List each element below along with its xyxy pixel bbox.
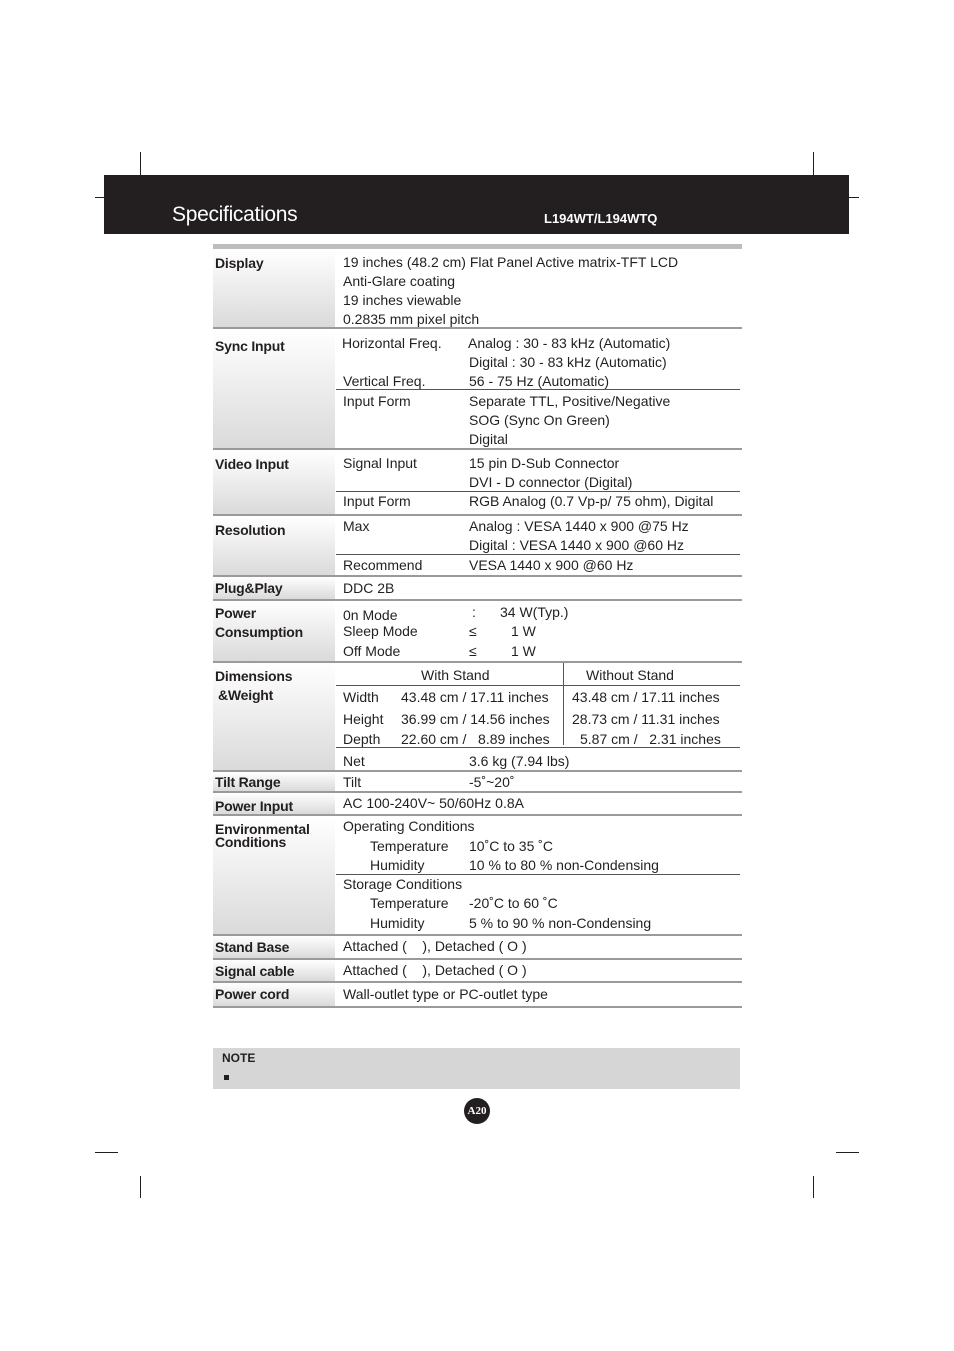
spec-row-video-input xyxy=(213,450,742,514)
spec-value: Separate TTL, Positive/Negative xyxy=(469,393,671,409)
spec-value: 43.48 cm / 17.11 inches xyxy=(401,689,549,705)
spec-row-sync-input xyxy=(213,329,742,448)
spec-row-power-cord xyxy=(213,983,742,1006)
spec-value: Analog : VESA 1440 x 900 @75 Hz xyxy=(469,518,689,534)
spec-label: Power xyxy=(215,605,257,621)
spec-sublabel: Max xyxy=(343,518,370,534)
sub-divider xyxy=(336,685,740,686)
spec-value: 36.99 cm / 14.56 inches xyxy=(401,711,550,727)
spec-label: Signal cable xyxy=(215,963,295,979)
spec-value: AC 100-240V~ 50/60Hz 0.8A xyxy=(343,795,524,811)
spec-label: Resolution xyxy=(215,522,286,538)
spec-row-power-consumption xyxy=(213,601,742,661)
spec-sublabel: Height xyxy=(343,711,384,727)
spec-value: 43.48 cm / 17.11 inches xyxy=(572,689,720,705)
spec-label: &Weight xyxy=(218,687,274,703)
spec-sublabel: Width xyxy=(343,689,379,705)
column-header: Without Stand xyxy=(586,667,674,683)
spec-value: RGB Analog (0.7 Vp-p/ 75 ohm), Digital xyxy=(469,493,714,509)
crop-mark xyxy=(813,152,814,175)
sub-divider xyxy=(336,874,740,875)
page-number: A20 xyxy=(464,1098,490,1124)
spec-symbol: ≤ xyxy=(469,643,477,659)
spec-label: Tilt Range xyxy=(215,774,281,790)
spec-label: Environmental xyxy=(215,821,310,837)
spec-value: 5 % to 90 % non-Condensing xyxy=(469,915,652,931)
spec-value: DVI - D connector (Digital) xyxy=(469,474,633,490)
spec-sublabel: 0n Mode xyxy=(343,607,398,623)
spec-label: Power cord xyxy=(215,986,290,1002)
spec-label: Video Input xyxy=(215,456,289,472)
spec-label: Plug&Play xyxy=(215,580,283,596)
crop-mark xyxy=(849,197,859,198)
spec-value: 22.60 cm / 8.89 inches xyxy=(401,731,550,747)
spec-value: 56 - 75 Hz (Automatic) xyxy=(469,373,610,389)
spec-row-resolution xyxy=(213,516,742,575)
spec-label: Power Input xyxy=(215,798,293,814)
spec-value: Digital xyxy=(469,431,508,447)
spec-label: Stand Base xyxy=(215,939,290,955)
spec-row-stand-base xyxy=(213,936,742,958)
spec-sublabel: Net xyxy=(343,753,365,769)
spec-sublabel: Humidity xyxy=(370,857,425,873)
spec-value: 1 W xyxy=(511,623,536,639)
page-title: Specifications xyxy=(172,203,298,226)
spec-sublabel: Sleep Mode xyxy=(343,623,418,639)
spec-row-power-input xyxy=(213,793,742,814)
page-header xyxy=(104,175,849,234)
spec-value: -20˚C to 60 ˚C xyxy=(469,895,558,911)
spec-sublabel: Vertical Freq. xyxy=(343,373,426,389)
spec-label: Dimensions xyxy=(215,668,293,684)
spec-sublabel: Temperature xyxy=(370,838,449,854)
spec-sublabel: Tilt xyxy=(343,774,362,790)
spec-label: Display xyxy=(215,255,264,271)
spec-row-signal-cable xyxy=(213,960,742,981)
spec-symbol: ≤ xyxy=(469,623,477,639)
spec-sublabel: Operating Conditions xyxy=(343,818,475,834)
spec-sublabel: Recommend xyxy=(343,557,423,573)
spec-value: 10 % to 80 % non-Condensing xyxy=(469,857,659,873)
spec-value: 19 inches (48.2 cm) Flat Panel Active matrix-TFT LCD xyxy=(343,254,679,270)
spec-sublabel: Humidity xyxy=(370,915,425,931)
spec-value: 10˚C to 35 ˚C xyxy=(469,838,554,854)
spec-value: Analog : 30 - 83 kHz (Automatic) xyxy=(468,335,671,351)
table-bottom-rule xyxy=(213,1006,742,1008)
spec-row-dimensions xyxy=(213,663,742,770)
model-name: L194WT/L194WTQ xyxy=(544,211,658,226)
spec-sublabel: Input Form xyxy=(343,393,411,409)
spec-value: 34 W(Typ.) xyxy=(500,604,569,620)
crop-mark xyxy=(95,197,104,198)
spec-row-environmental-conditions xyxy=(213,816,742,934)
spec-label: Sync Input xyxy=(215,338,285,354)
crop-mark xyxy=(140,1176,141,1198)
spec-sublabel: Horizontal Freq. xyxy=(342,335,442,351)
spec-value: 0.2835 mm pixel pitch xyxy=(343,311,480,327)
spec-sublabel: Signal Input xyxy=(343,455,417,471)
column-divider xyxy=(563,663,564,745)
crop-mark xyxy=(836,1152,859,1153)
sub-divider xyxy=(336,491,740,492)
spec-symbol: : xyxy=(472,604,476,620)
spec-sublabel: Depth xyxy=(343,731,381,747)
spec-value: 5.87 cm / 2.31 inches xyxy=(580,731,721,747)
spec-value: Digital : VESA 1440 x 900 @60 Hz xyxy=(469,537,684,553)
spec-value: Attached ( ), Detached ( O ) xyxy=(343,962,527,978)
spec-value: Wall-outlet type or PC-outlet type xyxy=(343,986,548,1002)
spec-label: Consumption xyxy=(215,624,304,640)
spec-value: 3.6 kg (7.94 lbs) xyxy=(469,753,570,769)
crop-mark xyxy=(95,1152,118,1153)
bullet-icon xyxy=(224,1075,229,1080)
spec-value: 19 inches viewable xyxy=(343,292,462,308)
column-header: With Stand xyxy=(421,667,490,683)
spec-value: SOG (Sync On Green) xyxy=(469,412,610,428)
spec-value: VESA 1440 x 900 @60 Hz xyxy=(469,557,634,573)
sub-divider xyxy=(336,554,740,555)
spec-sublabel: Storage Conditions xyxy=(343,876,463,892)
note-title: NOTE xyxy=(222,1051,256,1065)
spec-value: Attached ( ), Detached ( O ) xyxy=(343,938,527,954)
sub-divider xyxy=(336,389,740,390)
crop-mark xyxy=(140,152,141,175)
spec-value: DDC 2B xyxy=(343,580,395,596)
crop-mark xyxy=(813,1176,814,1198)
spec-value: 28.73 cm / 11.31 inches xyxy=(572,711,720,727)
spec-row-plug-and-play xyxy=(213,577,742,599)
spec-sublabel: Off Mode xyxy=(343,643,401,659)
spec-row-tilt-range xyxy=(213,772,742,791)
note-box xyxy=(213,1048,740,1089)
spec-sublabel: Temperature xyxy=(370,895,449,911)
spec-value: Anti-Glare coating xyxy=(343,273,456,289)
spec-value: Digital : 30 - 83 kHz (Automatic) xyxy=(469,354,667,370)
spec-row-display xyxy=(213,249,742,327)
sub-divider xyxy=(336,747,740,748)
spec-value: 15 pin D-Sub Connector xyxy=(469,455,620,471)
spec-sublabel: Input Form xyxy=(343,493,411,509)
spec-value: 1 W xyxy=(511,643,536,659)
spec-label: Conditions xyxy=(215,834,287,850)
spec-value: -5˚~20˚ xyxy=(469,774,515,790)
